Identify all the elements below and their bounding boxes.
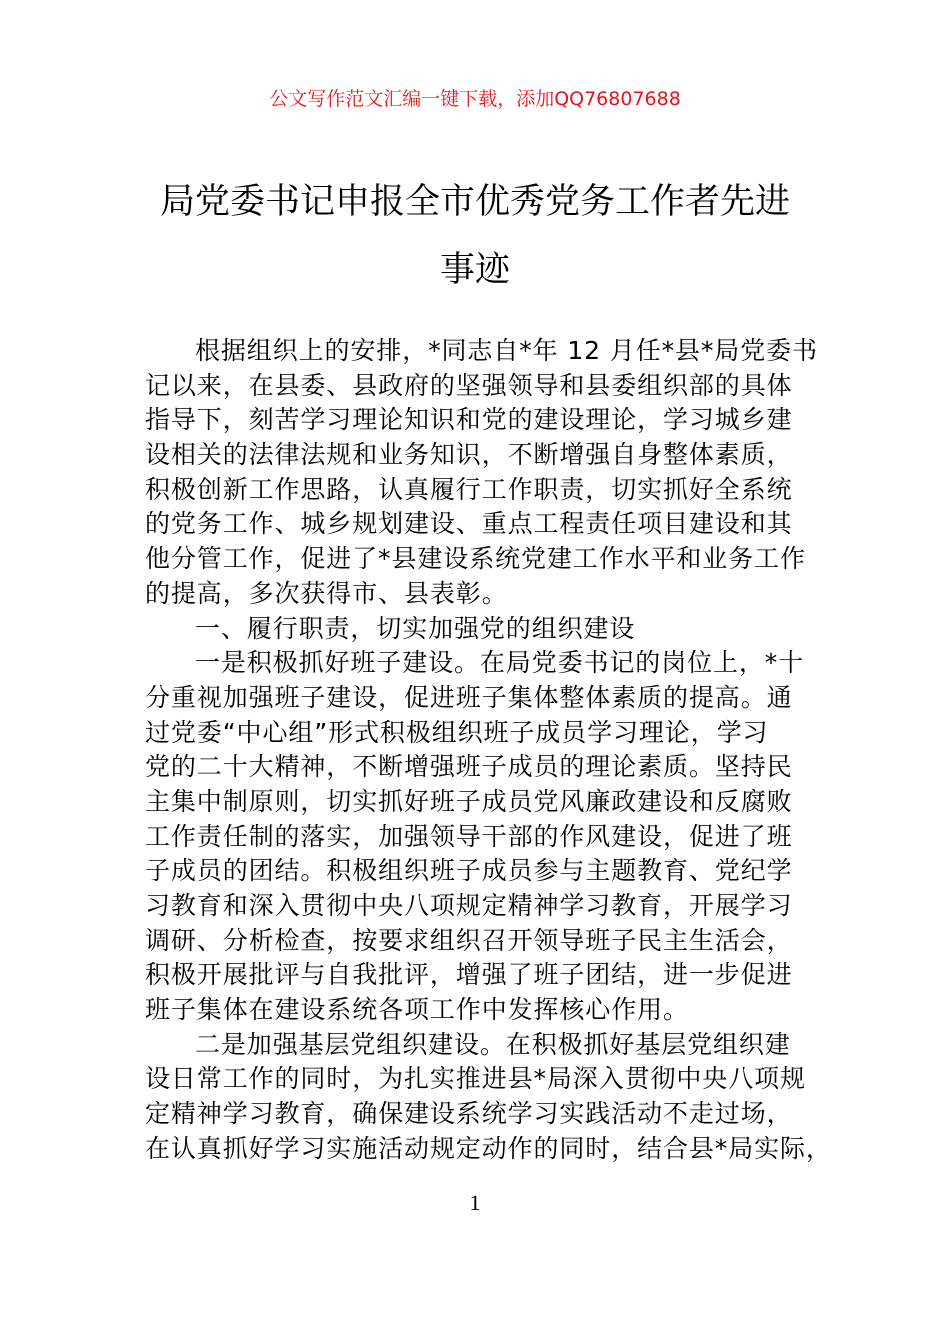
text-line: 调研、分析检查，按要求组织召开领导班子民主生活会， — [145, 925, 793, 955]
text-line: 习教育和深入贯彻中央八项规定精神学习教育，开展学习 — [145, 891, 793, 920]
text-line: 的党务工作、城乡规划建设、重点工程责任项目建设和其 — [145, 509, 793, 539]
text-line: 积极创新工作思路，认真履行工作职责，切实抓好全系统 — [145, 474, 793, 504]
text-line: 设日常工作的同时，为扎实推进县*局深入贯彻中央八项规 — [145, 1064, 806, 1094]
text-line: 他分管工作，促进了*县建设系统党建工作水平和业务工作 — [145, 544, 806, 574]
text-line: 主集中制原则，切实抓好班子成员党风廉政建设和反腐败 — [145, 786, 793, 816]
header-note: 公文写作范文汇编一键下载，添加QQ76807688 — [269, 88, 681, 110]
paragraph — [145, 1028, 832, 1167]
text-line: 指导下，刻苦学习理论知识和党的建设理论，学习城乡建 — [145, 405, 793, 435]
section-heading — [145, 612, 807, 647]
text-line: 子成员的团结。积极组织班子成员参与主题教育、党纪学 — [145, 856, 793, 886]
text-line: 党的二十大精神，不断增强班子成员的理论素质。坚持民 — [145, 752, 793, 782]
document-body — [145, 334, 832, 1167]
document-title-line-1: 局党委书记申报全市优秀党务工作者先进 — [159, 182, 790, 222]
paragraph — [145, 334, 818, 612]
text-line: 定精神学习教育，确保建设系统学习实践活动不走过场， — [145, 1099, 793, 1129]
text-line: 根据组织上的安排，*同志自*年 12 月任*县*局党委书 — [195, 336, 818, 365]
text-line: 一、履行职责，切实加强党的组织建设 — [195, 613, 636, 643]
text-line: 工作责任制的落实，加强领导干部的作风建设，促进了班 — [145, 821, 793, 851]
text-line: 在认真抓好学习实施活动规定动作的同时，结合县*局实际， — [145, 1133, 832, 1163]
text-line: 班子集体在建设系统各项工作中发挥核心作用。 — [145, 995, 689, 1025]
text-line: 记以来，在县委、县政府的坚强领导和县委组织部的具体 — [145, 370, 793, 400]
text-line: 积极开展批评与自我批评，增强了班子团结，进一步促进 — [145, 960, 793, 990]
text-line: 分重视加强班子建设，促进班子集体整体素质的提高。通 — [145, 682, 793, 712]
text-line: 的提高，多次获得市、县表彰。 — [145, 578, 508, 608]
text-line: 一是积极抓好班子建设。在局党委书记的岗位上，*十 — [195, 648, 805, 678]
document-title-line-2: 事迹 — [439, 250, 510, 290]
page-number: 1 — [469, 1190, 481, 1215]
text-line: 二是加强基层党组织建设。在积极抓好基层党组织建 — [195, 1029, 791, 1059]
text-line: 设相关的法律法规和业务知识，不断增强自身整体素质， — [145, 440, 793, 470]
text-line: 过党委“中心组”形式积极组织班子成员学习理论，学习 — [145, 717, 769, 747]
paragraph — [145, 646, 807, 1028]
